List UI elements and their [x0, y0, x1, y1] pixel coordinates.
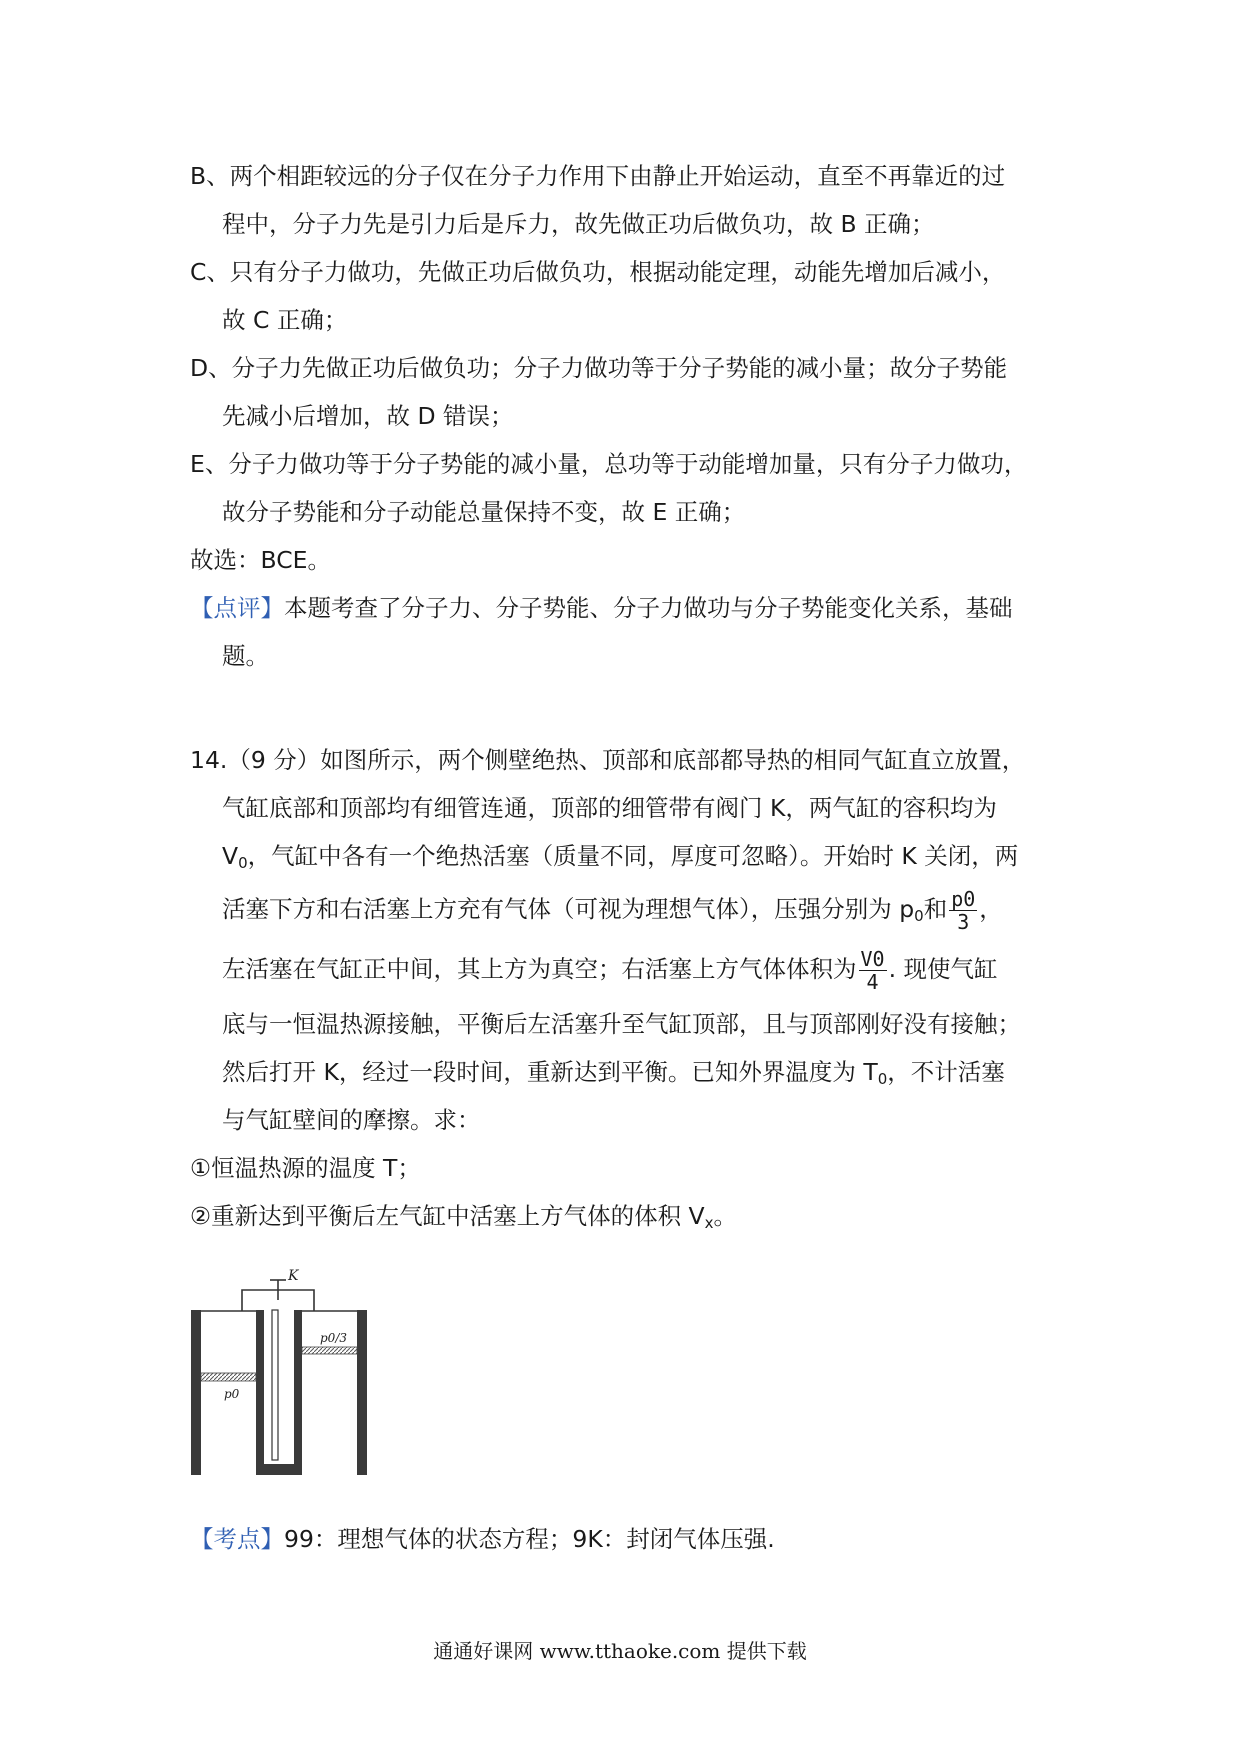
q14-line5 [222, 948, 998, 993]
v0-over-4-fraction [859, 948, 887, 993]
q14-line7 [222, 1056, 1005, 1095]
v-subscript: 0 [238, 854, 248, 872]
page-footer: 通通好课网 www.tthaoke.com 提供下载 [433, 1639, 807, 1663]
left-outer-wall [191, 1310, 201, 1475]
q14-line2: 气缸底部和顶部均有细管连通，顶部的细管带有阀门 K，两气缸的容积均为 [222, 794, 997, 822]
q14-line4 [222, 888, 1003, 933]
review-line1 [190, 592, 1013, 624]
fraction-denominator: 4 [866, 970, 879, 994]
vx-subscript: x [704, 1214, 714, 1232]
fraction-denominator: 3 [957, 910, 970, 934]
topic-line [190, 1523, 775, 1555]
review-line2: 题。 [222, 642, 269, 670]
option-e-line2: 故分子势能和分子动能总量保持不变，故 E 正确； [222, 498, 746, 526]
q14-line1: 14.（9 分）如图所示，两个侧壁绝热、顶部和底部都导热的相同气缸直立放置， [190, 746, 1026, 774]
valve-label: K [288, 1268, 299, 1284]
right-piston [302, 1347, 357, 1354]
bottom-u-tube [256, 1464, 302, 1475]
comma: ， [979, 895, 1003, 923]
sub-question-2 [190, 1200, 737, 1239]
left-pressure-label: p0 [224, 1387, 240, 1401]
q14-line5-tail: . 现使气缸 [888, 955, 998, 983]
q14-line7-tail: ，不计活塞 [887, 1058, 1005, 1086]
connecting-tube [272, 1310, 278, 1460]
q14-line3-text: ，气缸中各有一个绝热活塞（质量不同，厚度可忽略）。开始时 K 关闭，两 [247, 842, 1019, 870]
review-text: 本题考查了分子力、分子势能、分子力做功与分子势能变化关系，基础 [284, 594, 1013, 622]
option-c-line1: C、只有分子力做功，先做正功后做负功，根据动能定理，动能先增加后减小， [190, 258, 1006, 286]
review-tag: 【点评】 [190, 594, 284, 622]
fraction-numerator: V0 [860, 947, 885, 971]
cylinder-diagram [190, 1268, 400, 1480]
p-subscript: 0 [914, 907, 924, 925]
option-d-line2: 先减小后增加，故 D 错误； [222, 402, 514, 430]
q14-line5-text: 左活塞在气缸正中间，其上方为真空；右活塞上方气体体积为 [222, 955, 857, 983]
answer-choice: 故选：BCE。 [190, 546, 331, 574]
option-d-line1: D、分子力先做正功后做负功；分子力做功等于分子势能的减小量；故分子势能 [190, 354, 1008, 382]
left-piston [201, 1373, 256, 1381]
q14-line7-text: 然后打开 K，经过一段时间，重新达到平衡。已知外界温度为 T [222, 1058, 878, 1086]
t-subscript: 0 [877, 1070, 888, 1088]
right-outer-wall [357, 1310, 367, 1475]
q14-line6: 底与一恒温热源接触，平衡后左活塞升至气缸顶部，且与顶部刚好没有接触； [222, 1010, 1021, 1038]
v-symbol: V [222, 842, 239, 870]
left-inner-wall [256, 1310, 264, 1475]
q14-line8: 与气缸壁间的摩擦。求： [222, 1106, 481, 1134]
topic-text: 99：理想气体的状态方程；9K：封闭气体压强. [284, 1525, 775, 1553]
q14-line3 [222, 840, 1018, 879]
and-word: 和 [923, 895, 948, 923]
option-b-line2: 程中，分子力先是引力后是斥力，故先做正功后做负功，故 B 正确； [222, 210, 935, 238]
p0-over-3-fraction [949, 888, 977, 933]
option-c-line2: 故 C 正确； [222, 306, 348, 334]
sub-question-1: ①恒温热源的温度 T； [190, 1154, 421, 1182]
option-e-line1: E、分子力做功等于分子势能的减小量，总功等于动能增加量，只有分子力做功， [190, 450, 1028, 478]
option-b-line1: B、两个相距较远的分子仅在分子力作用下由静止开始运动，直至不再靠近的过 [190, 162, 1006, 190]
q14-line4-text: 活塞下方和右活塞上方充有气体（可视为理想气体），压强分别为 p [222, 895, 915, 923]
right-inner-wall [294, 1310, 302, 1475]
period: 。 [713, 1202, 738, 1230]
fraction-numerator: p0 [951, 887, 976, 911]
right-pressure-label: p0/3 [320, 1331, 347, 1345]
sub-question-2-text: ②重新达到平衡后左气缸中活塞上方气体的体积 V [190, 1202, 705, 1230]
topic-tag: 【考点】 [190, 1525, 284, 1553]
